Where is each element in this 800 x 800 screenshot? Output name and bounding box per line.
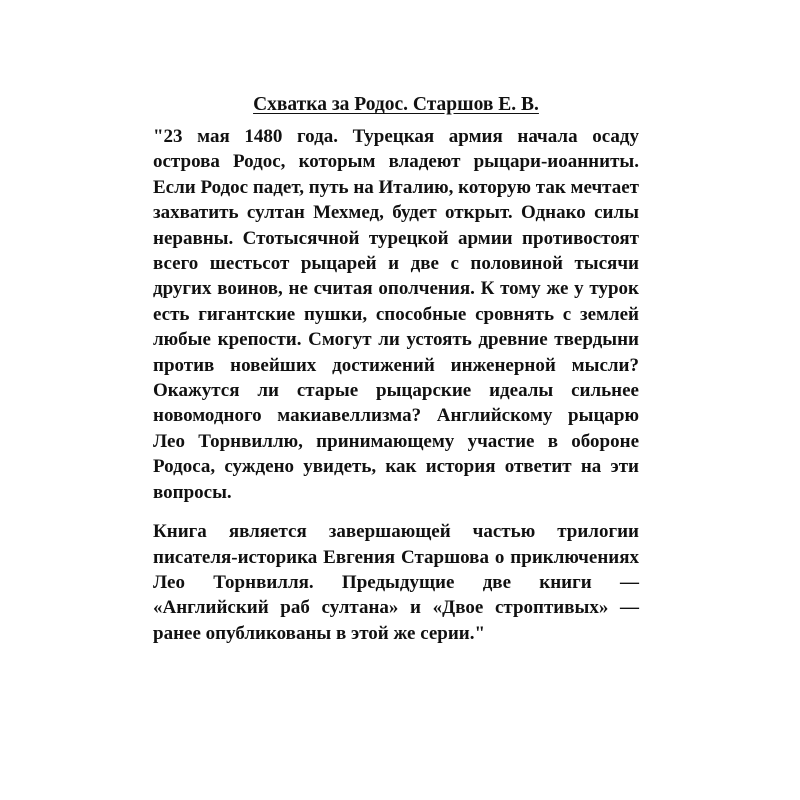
document-title: Схватка за Родос. Старшов Е. В. [253, 94, 539, 115]
document-page [153, 92, 639, 646]
description-paragraph-2: Книга является завершающей частью трилогии писателя-историка Евгения Старшова о приключениях Лео Торнвилля. Предыдущие две книги — «Английский раб султана» и «Двое строптивых» — ранее опубликованы в этой же серии." [153, 521, 639, 644]
description-paragraph-1: "23 мая 1480 года. Турецкая армия начала осаду острова Родос, которым владеют рыцари-иоанниты. Если Родос падет, путь на Италию, которую так мечтает захватить султан Мехмед, будет открыт. Однако силы неравны. Стотысячной турецкой армии противостоят всего шестьсот рыцарей и две с половиной тысячи других воинов, не считая ополчения. К тому же у турок есть гигантские пушки, способные сровнять с землей любые крепости. Смогут ли устоять древние твердыни против новейших достижений инженерной мысли? Окажутся ли старые рыцарские идеалы сильнее новомодного макиавеллизма? Английскому рыцарю Лео Торнвиллю, принимающему участие в обороне Родоса, суждено увидеть, как история ответит на эти вопросы. [153, 126, 639, 503]
